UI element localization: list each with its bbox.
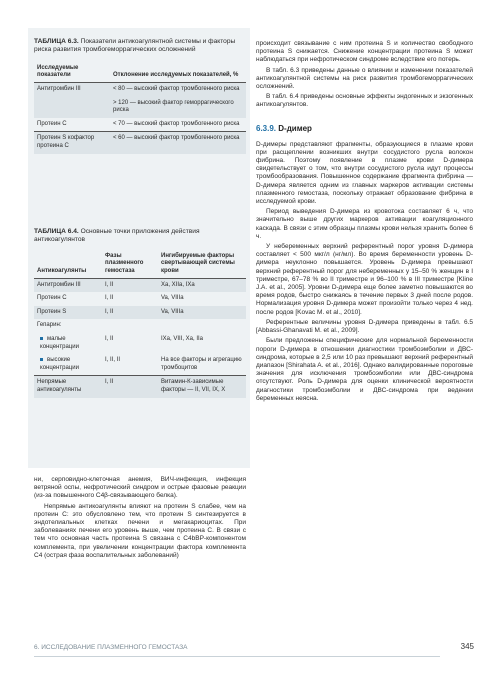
table-6-4-caption: ТАБЛИЦА 6.4. Основные точки приложения действия антикоагулянтов xyxy=(34,228,200,244)
paragraph: В табл. 6.3 приведены данные о влиянии и изменении показателей антикоагулянтной системы на риск развития тромбогеморрагических осложнений. xyxy=(256,66,473,91)
table-cell: Va, VIIIa xyxy=(158,306,246,320)
table-row xyxy=(34,97,246,118)
table-cell: На все факторы и агрегацию тромбоцитов xyxy=(161,357,242,371)
footer-divider xyxy=(34,656,440,657)
table-cell: I, II xyxy=(102,306,158,320)
table-cell: Va, VIIIa xyxy=(161,295,184,302)
table-cell: < 70 — высокий фактор тромбогенного риска xyxy=(113,120,240,127)
table-cell: Протеин S xyxy=(34,306,102,320)
table-row xyxy=(34,376,246,398)
table-cell: Xa, XIIa, IXa xyxy=(158,278,246,292)
table-cell: < 60 — высокий фактор тромбогенного риска xyxy=(110,132,246,154)
table-row xyxy=(34,132,246,154)
table-row xyxy=(34,83,246,97)
page-number: 345 xyxy=(460,642,474,651)
left-body-text xyxy=(34,476,246,560)
table-cell: Витамин-К-зависимые факторы — II, VII, IX, X xyxy=(158,376,246,398)
table-6-4-grid xyxy=(34,251,246,398)
table-header: Ингибируемые факторы свертывающей системы крови xyxy=(158,251,246,278)
bullet-icon xyxy=(40,358,43,361)
table-row xyxy=(34,354,246,376)
paragraph: происходит связывание с ним протеина S и количество свободного протеина S снижается. Снижение концентрации протеина S может наблюдаться при нефротическом синдроме вследствие его потерь. xyxy=(256,40,473,64)
section-heading: 6.3.9. D-димер xyxy=(256,123,312,133)
table-row xyxy=(34,278,246,292)
table-cell: I, II xyxy=(105,295,114,302)
bullet-icon xyxy=(40,337,43,340)
paragraph: ни, серповидно-клеточная анемия, ВИЧ-инфекция, инфекция ветряной оспы, нефротический синдром и острые фазовые реакции (из-за повышенного C4β-связывающего белка). xyxy=(34,476,246,500)
paragraph: D-димеры представляют фрагменты, образующиеся в плазме крови при расщеплении возникших внутри сосудистого русла волокон фибрина. Поэтому появление в плазме крови D-димера свидетельствует о том, что внутри сосудистого русла идут процессы тромбообразования. Повышенное содержание фрагмента фибрина — D-димера является одним из главных маркеров активации системы плазменного гемостаза, поскольку отражает образование фибрина в исследуемой крови. xyxy=(256,140,473,206)
table-row xyxy=(34,292,246,306)
paragraph: У небеременных верхний референтный порог уровня D-димера составляет < 500 мкг/л (нг/мл). Во время беременности уровень D-димера неуклонно повышается. Уровень D-димера превышают верхний референтный порог для небеременных у 15–50 % женщин в I триместре, 67–78 % во II триместре и 96–100 % в III триместре [Kline J.A. et al., 2005]. Уровни D-димера еще более заметно повышаются во время родов, быстро снижаясь в течение первых 3 дней после родов. Нормализация уровня D-димера может произойти только через 4 нед. после родов [Kovac M. et al., 2010]. xyxy=(256,243,473,316)
table-6-4 xyxy=(34,228,246,398)
table-row xyxy=(34,319,246,333)
table-cell: Антитромбин III xyxy=(34,278,102,292)
table-cell: Протеин S кофактор протеина C xyxy=(34,132,110,154)
table-cell: Гепарин: xyxy=(37,322,62,329)
table-cell: > 120 — высокий фактор геморрагического риска xyxy=(110,97,246,118)
paragraph: Референтные величины уровня D-димера приведены в табл. 6.5 [Abbassi-Ghanavati M. et al., 2009]. xyxy=(256,318,473,335)
table-cell: I, II xyxy=(102,278,158,292)
table-cell: высокие концентрации xyxy=(40,357,79,371)
table-header: Антикоагулянты xyxy=(34,251,102,278)
paragraph: Были предложены специфические для нормальной беременности пороги D-димера в отношении диагностики тромбоэмболии и ДВС-синдрома, которые в 2,5 или 10 раз превышают верхний референтный диапазон [Shirahata A. et al., 2016]. Однако валидированные пороговые значения для исключения тромбоэмболии или ДВС-синдрома отсутствуют. Роль D-димера для оценки клинической вероятности диагностики тромбоэмболии и ДВС-синдрома при ведении беременных неясна. xyxy=(256,337,473,402)
paragraph: В табл. 6.4 приведены основные эффекты эндогенных и экзогенных антикоагулянтов. xyxy=(256,93,473,109)
table-row xyxy=(34,118,246,132)
paragraph: Период выведения D-димера из кровотока составляет 6 ч, что значительно выше других маркеров активации коагуляционного каскада. В связи с этим образцы плазмы крови нельзя хранить более 6 ч. xyxy=(256,208,473,240)
table-cell: Антитромбин III xyxy=(34,83,110,97)
running-footer: 6. ИССЛЕДОВАНИЕ ПЛАЗМЕННОГО ГЕМОСТАЗА xyxy=(34,644,188,651)
table-6-3-caption: ТАБЛИЦА 6.3. Показатели антикоагулянтной системы и факторы риска развития тромбогеморрагических осложнений xyxy=(34,38,236,54)
table-6-3-grid xyxy=(34,63,246,154)
table-cell: IXa, VIII, Xa, IIa xyxy=(161,335,204,342)
table-6-3 xyxy=(34,38,246,154)
table-cell: Протеин C xyxy=(37,295,67,302)
table-cell: < 80 — высокий фактор тромбогенного риска xyxy=(110,83,246,97)
table-cell: I, II, II xyxy=(105,357,121,364)
table-header: Фазы плазменного гемостаза xyxy=(102,251,158,278)
table-cell: малые концентрации xyxy=(40,335,79,350)
table-header: Отклонение исследуемых показателей, % xyxy=(110,63,246,83)
table-row xyxy=(34,333,246,354)
paragraph: Непрямые антикоагулянты влияют на протеин S слабее, чем на протеин C: это обусловлено тем, что протеин S синтезируется в эндотелиальных клетках печени и мегакариоцитах. При заболеваниях печени его уровень выше, чем протеина C. В связи с тем что основная часть протеина S связана с C4bBP-компонентом комплемента, при увеличении концентрации фактора комплемента C4 (острая фаза воспалительных заболеваний) xyxy=(34,502,246,559)
table-cell: I, II xyxy=(102,376,158,398)
table-header: Исследуемые показатели xyxy=(34,63,110,83)
right-body-text xyxy=(256,40,473,403)
table-cell: Непрямые антикоагулянты xyxy=(34,376,102,398)
table-cell: I, II xyxy=(105,335,114,342)
table-cell: Протеин C xyxy=(37,120,67,127)
table-row xyxy=(34,306,246,320)
